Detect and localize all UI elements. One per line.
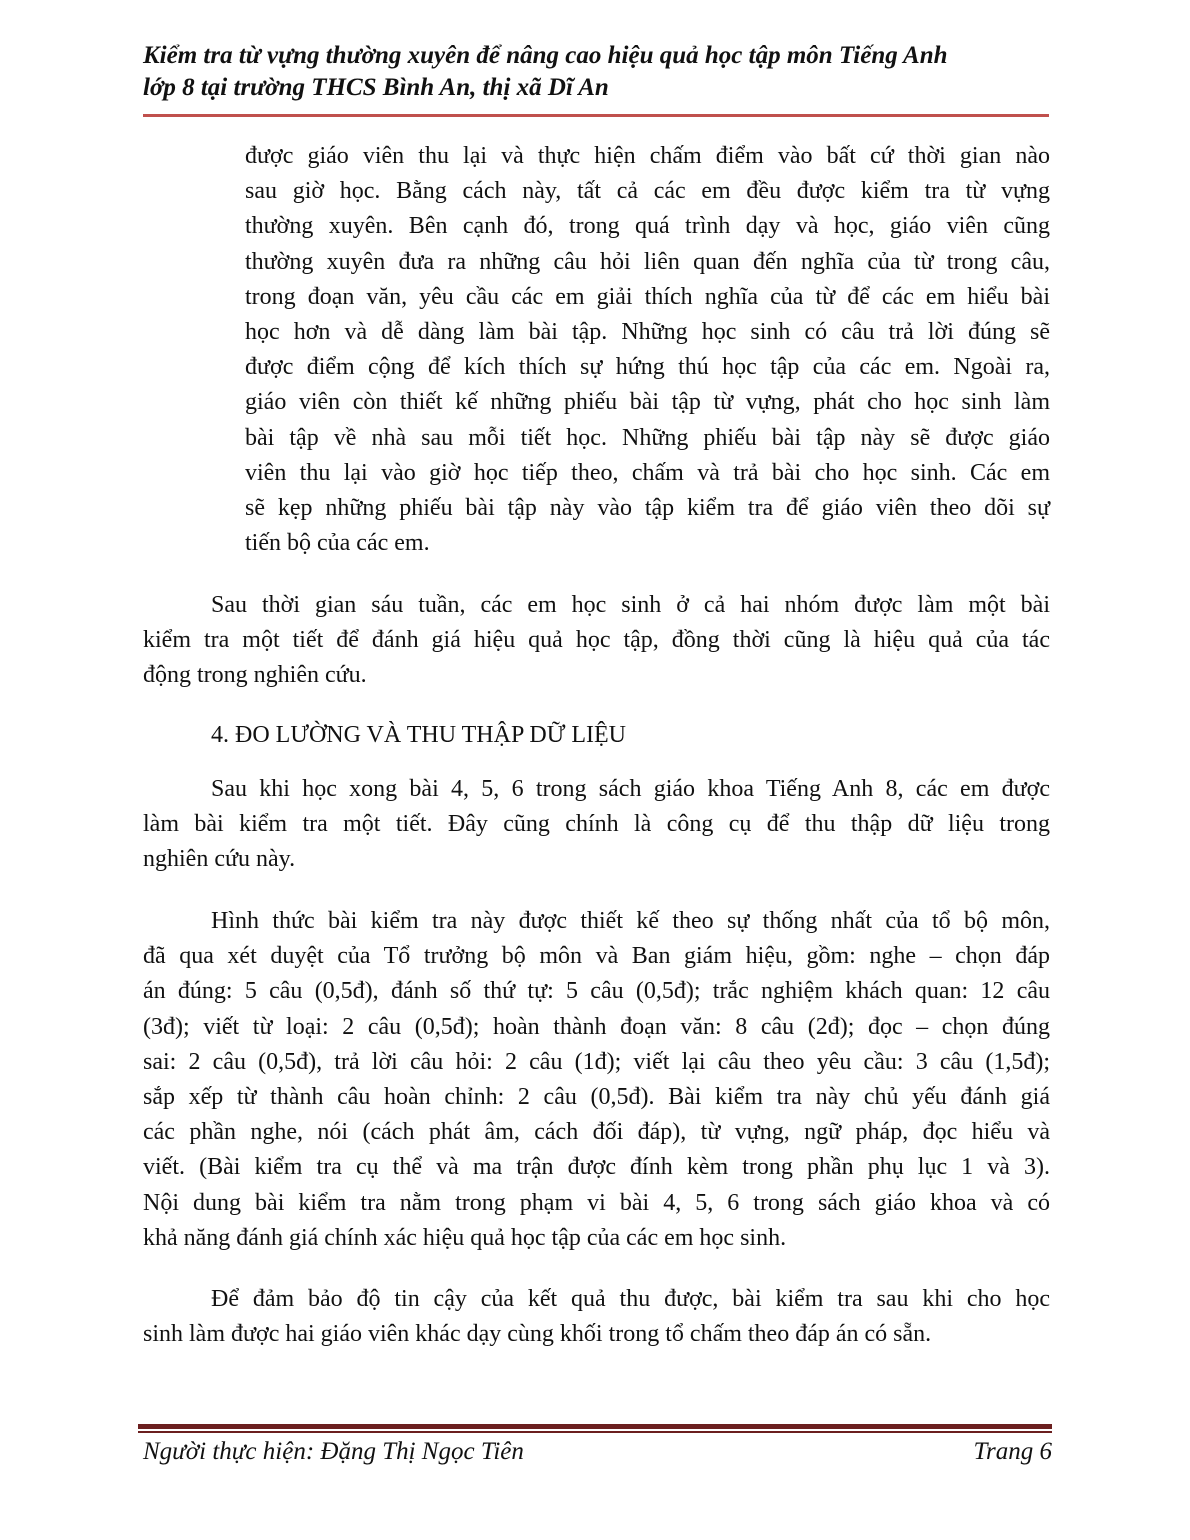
text-line: các phần nghe, nói (cách phát âm, cách đối đáp), từ vựng, ngữ pháp, đọc hiểu và [143, 1119, 1050, 1146]
text-line: làm bài kiểm tra một tiết. Đây cũng chính là công cụ để thu thập dữ liệu trong [143, 811, 1050, 838]
header-title-line: Kiểm tra từ vựng thường xuyên để nâng cao hiệu quả học tập môn Tiếng Anh [143, 42, 948, 69]
text-line: đã qua xét duyệt của Tổ trưởng bộ môn và Ban giám hiệu, gồm: nghe – chọn đáp [143, 943, 1050, 970]
text-line: sau giờ học. Bằng cách này, tất cả các em đều được kiểm tra từ vựng [245, 178, 1050, 205]
text-line: được điểm cộng để kích thích sự hứng thú học tập của các em. Ngoài ra, [245, 354, 1050, 381]
text-line: Sau khi học xong bài 4, 5, 6 trong sách giáo khoa Tiếng Anh 8, các em được [211, 776, 1050, 802]
text-line: sẽ kẹp những phiếu bài tập này vào tập kiểm tra để giáo viên theo dõi sự [245, 495, 1050, 522]
text-line: bài tập về nhà sau mỗi tiết học. Những phiếu bài tập này sẽ được giáo [245, 424, 1050, 451]
text-line: sắp xếp từ thành câu hoàn chỉnh: 2 câu (0,5đ). Bài kiểm tra này chủ yếu đánh giá [143, 1084, 1050, 1111]
paragraph-measurement [143, 772, 1050, 878]
text-line: Sau thời gian sáu tuần, các em học sinh ở cả hai nhóm được làm một bài [211, 592, 1050, 618]
footer-divider-thin [138, 1431, 1052, 1433]
section-heading: 4. ĐO LƯỜNG VÀ THU THẬP DỮ LIỆU [211, 722, 627, 748]
text-line: Để đảm bảo độ tin cậy của kết quả thu được, bài kiểm tra sau khi cho học [211, 1286, 1050, 1312]
header-title [143, 40, 1043, 104]
paragraph-continuation [245, 139, 1050, 561]
text-line: khả năng đánh giá chính xác hiệu quả học tập của các em học sinh. [143, 1224, 787, 1251]
footer-author: Người thực hiện: Đặng Thị Ngọc Tiên [143, 1438, 524, 1465]
text-line: được giáo viên thu lại và thực hiện chấm điểm vào bất cứ thời gian nào [245, 143, 1050, 169]
text-line: sai: 2 câu (0,5đ), trả lời câu hỏi: 2 câu (1đ); viết lại câu theo yêu cầu: 3 câu (1,5đ); [143, 1048, 1050, 1075]
text-line: thường xuyên đưa ra những câu hỏi liên quan đến nghĩa của từ trong câu, [245, 248, 1050, 275]
paragraph-test-format [143, 904, 1050, 1256]
text-line: thường xuyên. Bên cạnh đó, trong quá trình dạy và học, giáo viên cũng [245, 213, 1050, 240]
header-divider [143, 114, 1049, 117]
paragraph-six-weeks [143, 588, 1050, 694]
text-line: nghiên cứu này. [143, 846, 296, 873]
text-line: kiểm tra một tiết để đánh giá hiệu quả học tập, đồng thời cũng là hiệu quả của tác [143, 627, 1050, 654]
paragraph-reliability [143, 1282, 1050, 1352]
text-line: trong đoạn văn, yêu cầu các em giải thích nghĩa của từ để các em hiểu bài [245, 283, 1050, 310]
text-line: (3đ); viết từ loại: 2 câu (0,5đ); hoàn thành đoạn văn: 8 câu (2đ); đọc – chọn đúng [143, 1013, 1050, 1040]
text-line: tiến bộ của các em. [245, 530, 430, 557]
text-line: sinh làm được hai giáo viên khác dạy cùng khối trong tổ chấm theo đáp án có sẵn. [143, 1321, 932, 1348]
text-line: viên thu lại vào giờ học tiếp theo, chấm và trả bài cho học sinh. Các em [245, 459, 1050, 486]
text-line: Nội dung bài kiểm tra nằm trong phạm vi bài 4, 5, 6 trong sách giáo khoa và có [143, 1189, 1050, 1216]
header-title-line: lớp 8 tại trường THCS Bình An, thị xã Dĩ An [143, 74, 609, 101]
text-line: giáo viên còn thiết kế những phiếu bài tập từ vựng, phát cho học sinh làm [245, 389, 1050, 416]
text-line: án đúng: 5 câu (0,5đ), đánh số thứ tự: 5 câu (0,5đ); trắc nghiệm khách quan: 12 câu [143, 978, 1050, 1005]
text-line: động trong nghiên cứu. [143, 662, 367, 689]
footer-divider [138, 1424, 1052, 1429]
text-line: Hình thức bài kiểm tra này được thiết kế theo sự thống nhất của tổ bộ môn, [211, 908, 1050, 934]
page-number: Trang 6 [973, 1438, 1052, 1465]
text-line: viết. (Bài kiểm tra cụ thể và ma trận được đính kèm trong phần phụ lục 1 và 3). [143, 1154, 1050, 1181]
text-line: học hơn và dễ dàng làm bài tập. Những học sinh có câu trả lời đúng sẽ [245, 319, 1050, 346]
